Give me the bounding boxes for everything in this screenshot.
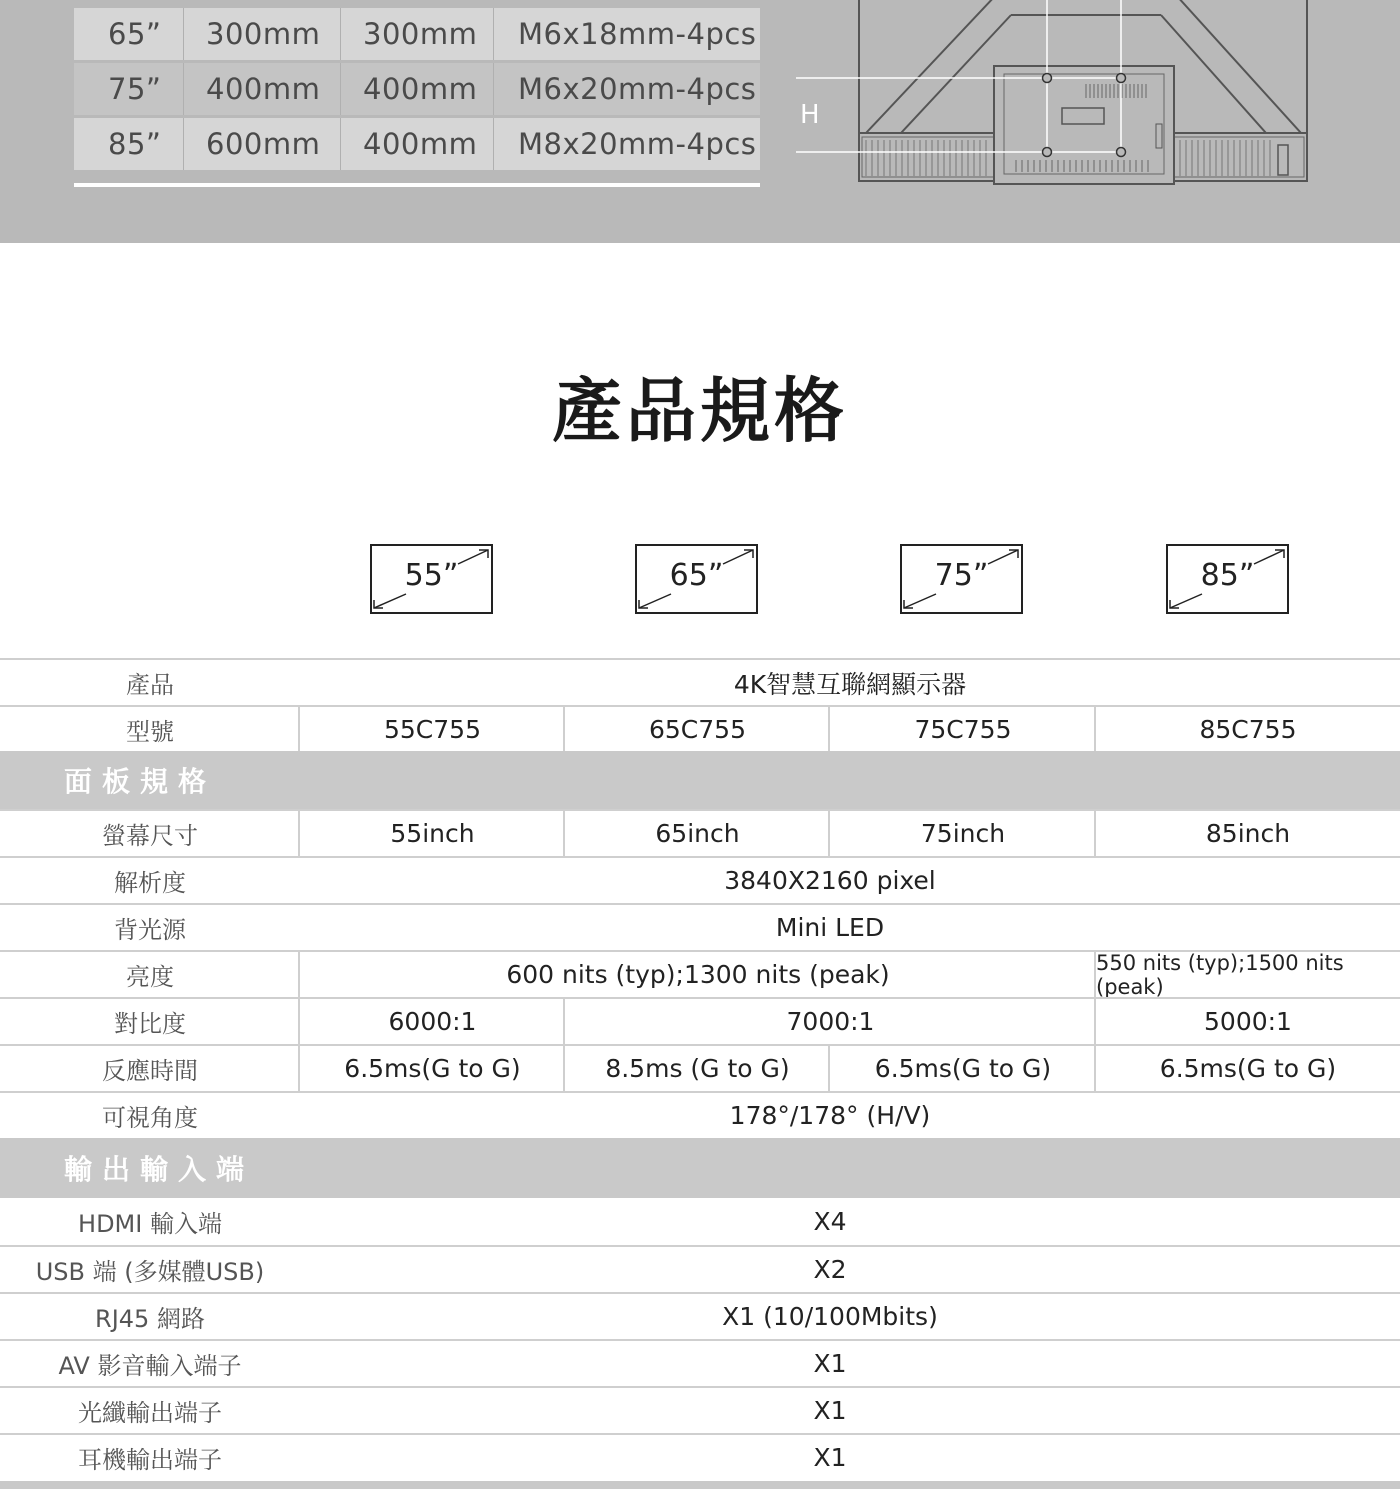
row-label: 可視角度: [102, 1104, 198, 1132]
product-value: 4K智慧互聯網顯示器: [733, 669, 967, 699]
table-row: [0, 1198, 1400, 1245]
screen-size-cell: 75inch: [828, 811, 1096, 856]
row-label: 螢幕尺寸: [102, 822, 198, 850]
table-row: [0, 903, 1400, 950]
row-label: HDMI 輸入端: [78, 1210, 222, 1238]
response-cell: 6.5ms(G to G): [828, 1046, 1096, 1091]
tv-back-illustration: [796, 0, 1316, 190]
size-badge-75: [900, 544, 1023, 614]
table-row: [74, 63, 760, 115]
size-label: 65”: [669, 558, 724, 593]
size-label: 75”: [934, 558, 989, 593]
vesa-width: 600mm: [184, 118, 341, 170]
vesa-height: 400mm: [341, 63, 494, 115]
vesa-size: 75”: [74, 63, 184, 115]
response-cell: 6.5ms(G to G): [1094, 1046, 1400, 1091]
section-header-io: 輸出輸入端: [0, 1138, 1400, 1198]
vesa-screw: M8x20mm-4pcs: [518, 127, 757, 161]
row-label: 產品: [126, 671, 174, 699]
size-badge-55: [370, 544, 493, 614]
screen-size-cell: 85inch: [1094, 811, 1400, 856]
vesa-table: [74, 8, 760, 173]
vesa-size: 85”: [74, 118, 184, 170]
resolution-value: 3840X2160 pixel: [724, 866, 936, 895]
vesa-size: 65”: [74, 8, 184, 60]
model-cell: 75C755: [828, 707, 1096, 751]
size-badge-85: [1166, 544, 1289, 614]
vesa-section: [0, 0, 1400, 243]
brightness-value-85: 550 nits (typ);1500 nits (peak): [1094, 952, 1400, 997]
response-cell: 6.5ms(G to G): [298, 1046, 565, 1091]
table-row: [0, 1339, 1400, 1386]
vesa-height: 400mm: [341, 118, 494, 170]
page-title: 產品規格: [552, 370, 848, 452]
model-cell: 65C755: [563, 707, 830, 751]
row-label: 型號: [126, 717, 174, 746]
spec-table: [0, 658, 1400, 1480]
row-label: 解析度: [114, 869, 186, 897]
usb-value: X2: [813, 1255, 847, 1284]
contrast-value-65-75: 7000:1: [563, 999, 1096, 1044]
table-row: [0, 1091, 1400, 1138]
row-label: 光纖輸出端子: [78, 1399, 222, 1427]
vesa-width: 300mm: [184, 8, 341, 60]
table-row: [0, 1433, 1400, 1480]
table-row: [0, 997, 1400, 1044]
table-row: [0, 1386, 1400, 1433]
row-label: AV 影音輸入端子: [58, 1352, 242, 1380]
size-label: 85”: [1200, 558, 1255, 593]
table-row: [0, 1044, 1400, 1091]
screen-size-cell: 65inch: [563, 811, 830, 856]
table-row: [0, 705, 1400, 751]
row-label: RJ45 網路: [95, 1305, 205, 1333]
vesa-width: 400mm: [184, 63, 341, 115]
table-row: [74, 118, 760, 170]
headphone-value: X1: [813, 1443, 847, 1472]
size-label: 55”: [404, 558, 459, 593]
divider: [74, 183, 760, 187]
row-label: 亮度: [126, 963, 174, 991]
optical-value: X1: [813, 1396, 847, 1425]
response-cell: 8.5ms (G to G): [563, 1046, 830, 1091]
table-row: [0, 658, 1400, 705]
divider: [0, 1481, 1400, 1489]
size-badge-65: [635, 544, 758, 614]
table-row: [0, 950, 1400, 997]
rj45-value: X1 (10/100Mbits): [722, 1302, 938, 1331]
table-row: [74, 8, 760, 60]
height-dimension-label: H: [800, 100, 820, 130]
hdmi-value: X4: [813, 1207, 847, 1236]
screen-size-cell: 55inch: [298, 811, 565, 856]
section-header-panel: 面板規格: [0, 751, 1400, 809]
backlight-value: Mini LED: [775, 913, 885, 942]
row-label: 反應時間: [102, 1057, 198, 1085]
row-label: USB 端 (多媒體USB): [35, 1258, 265, 1286]
table-row: [0, 809, 1400, 856]
vesa-screw: M6x18mm-4pcs: [518, 17, 757, 51]
table-row: [0, 856, 1400, 903]
row-label: 背光源: [114, 916, 186, 944]
av-value: X1: [813, 1349, 847, 1378]
row-label: 耳機輸出端子: [78, 1446, 222, 1474]
table-row: [0, 1245, 1400, 1292]
model-cell: 55C755: [298, 707, 565, 751]
contrast-value-55: 6000:1: [298, 999, 565, 1044]
vesa-screw: M6x20mm-4pcs: [518, 72, 757, 106]
model-cell: 85C755: [1094, 707, 1400, 751]
vesa-height: 300mm: [341, 8, 494, 60]
table-row: [0, 1292, 1400, 1339]
contrast-value-85: 5000:1: [1094, 999, 1400, 1044]
row-label: 對比度: [114, 1010, 186, 1038]
brightness-value: 600 nits (typ);1300 nits (peak): [298, 952, 1096, 997]
viewing-angle-value: 178°/178° (H/V): [729, 1101, 931, 1130]
